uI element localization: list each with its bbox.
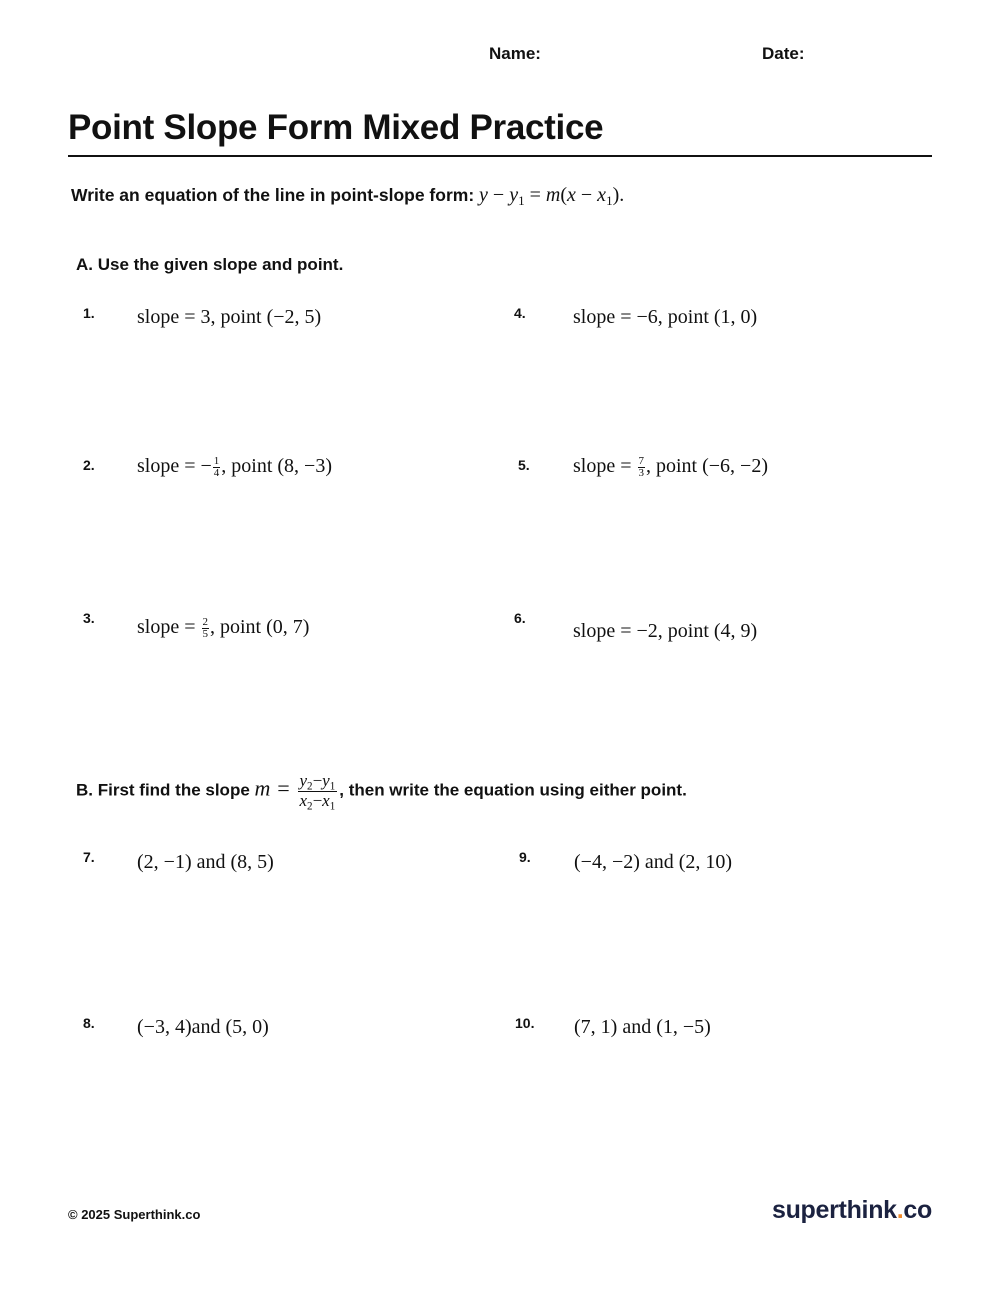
- point-slope-formula: $y - y_1 = m(x - x_1)$.: [479, 184, 625, 208]
- problem-number: 2.: [83, 457, 95, 473]
- problem-6: slope = −2, point (4, 9): [573, 620, 758, 642]
- section-a-heading: A. Use the given slope and point.: [76, 255, 344, 274]
- problem-number: 8.: [83, 1015, 95, 1031]
- problem-number: 9.: [519, 849, 531, 865]
- slope-fraction: $\frac{2}{5}$: [202, 615, 208, 640]
- superthink-logo: superthink.co: [771, 1196, 932, 1224]
- date-label: Date:: [762, 44, 805, 63]
- problem-8: (−3, 4)and (5, 0): [137, 1016, 269, 1038]
- instruction: [71, 184, 624, 207]
- problem-9: (−4, −2) and (2, 10): [574, 851, 733, 873]
- problem-number: 1.: [83, 305, 95, 321]
- problem-3: slope = $\frac{2}{5}$ , point (0, 7): [137, 615, 310, 640]
- problem-number: 6.: [514, 610, 526, 626]
- problem-5: slope = $\frac{7}{3}$ , point (−6, −2): [573, 454, 768, 479]
- name-label: Name:: [489, 44, 541, 63]
- section-b-heading: B. First find the slope m = $\frac{y_2-y_1}{x_2-x_1}$ , then write the equation using either point.: [76, 771, 687, 812]
- slope-fraction: $\frac{1}{4}$: [213, 454, 220, 479]
- slope-formula-fraction: $\frac{y_2-y_1}{x_2-x_1}$: [299, 771, 336, 812]
- problem-number: 10.: [515, 1015, 535, 1031]
- problem-10: (7, 1) and (1, −5): [574, 1016, 711, 1038]
- problem-number: 4.: [514, 305, 526, 321]
- problem-number: 7.: [83, 849, 95, 865]
- problem-1: slope = 3, point (−2, 5): [137, 306, 322, 328]
- title-divider: [68, 155, 932, 157]
- problem-2: slope = − $\frac{1}{4}$ , point (8, −3): [137, 454, 332, 479]
- problem-number: 5.: [518, 457, 530, 473]
- problem-7: (2, −1) and (8, 5): [137, 851, 274, 873]
- problem-number: 3.: [83, 610, 95, 626]
- slope-fraction: $\frac{7}{3}$: [638, 454, 644, 479]
- copyright: © 2025 Superthink.co: [68, 1207, 201, 1222]
- problem-4: slope = −6, point (1, 0): [573, 306, 758, 328]
- instruction-text: Write an equation of the line in point-slope form:: [71, 185, 475, 205]
- page-title: Point Slope Form Mixed Practice: [68, 108, 604, 147]
